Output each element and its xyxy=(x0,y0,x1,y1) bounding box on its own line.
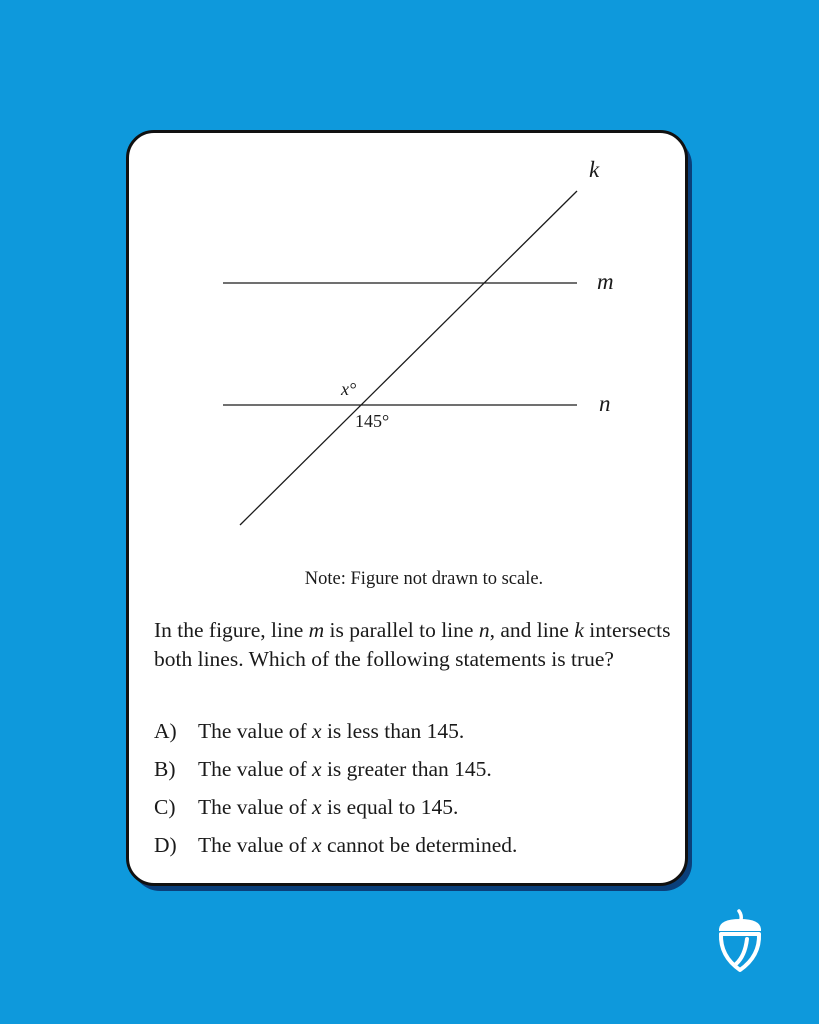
choice-d[interactable]: D) The value of x cannot be determined. xyxy=(154,833,518,857)
line-k-label: k xyxy=(589,157,600,182)
question-card xyxy=(126,130,688,886)
acorn-icon xyxy=(712,908,768,974)
question-text: In the figure, line m is parallel to line n, and line k intersects both lines. Which of the following statements is true? xyxy=(154,618,671,671)
figure-note: Note: Figure not drawn to scale. xyxy=(304,569,544,589)
angle-x-label: x° xyxy=(341,379,357,399)
line-n-label: n xyxy=(599,391,611,416)
answer-choices xyxy=(154,716,674,868)
line-m-label: m xyxy=(597,269,614,294)
geometry-figure xyxy=(129,133,685,553)
angle-145-label: 145° xyxy=(355,411,390,431)
line-k xyxy=(240,191,577,525)
choice-c[interactable]: C) The value of x is equal to 145. xyxy=(154,795,459,819)
choice-b[interactable]: B) The value of x is greater than 145. xyxy=(154,757,492,781)
choice-a[interactable]: A) The value of x is less than 145. xyxy=(154,719,465,743)
